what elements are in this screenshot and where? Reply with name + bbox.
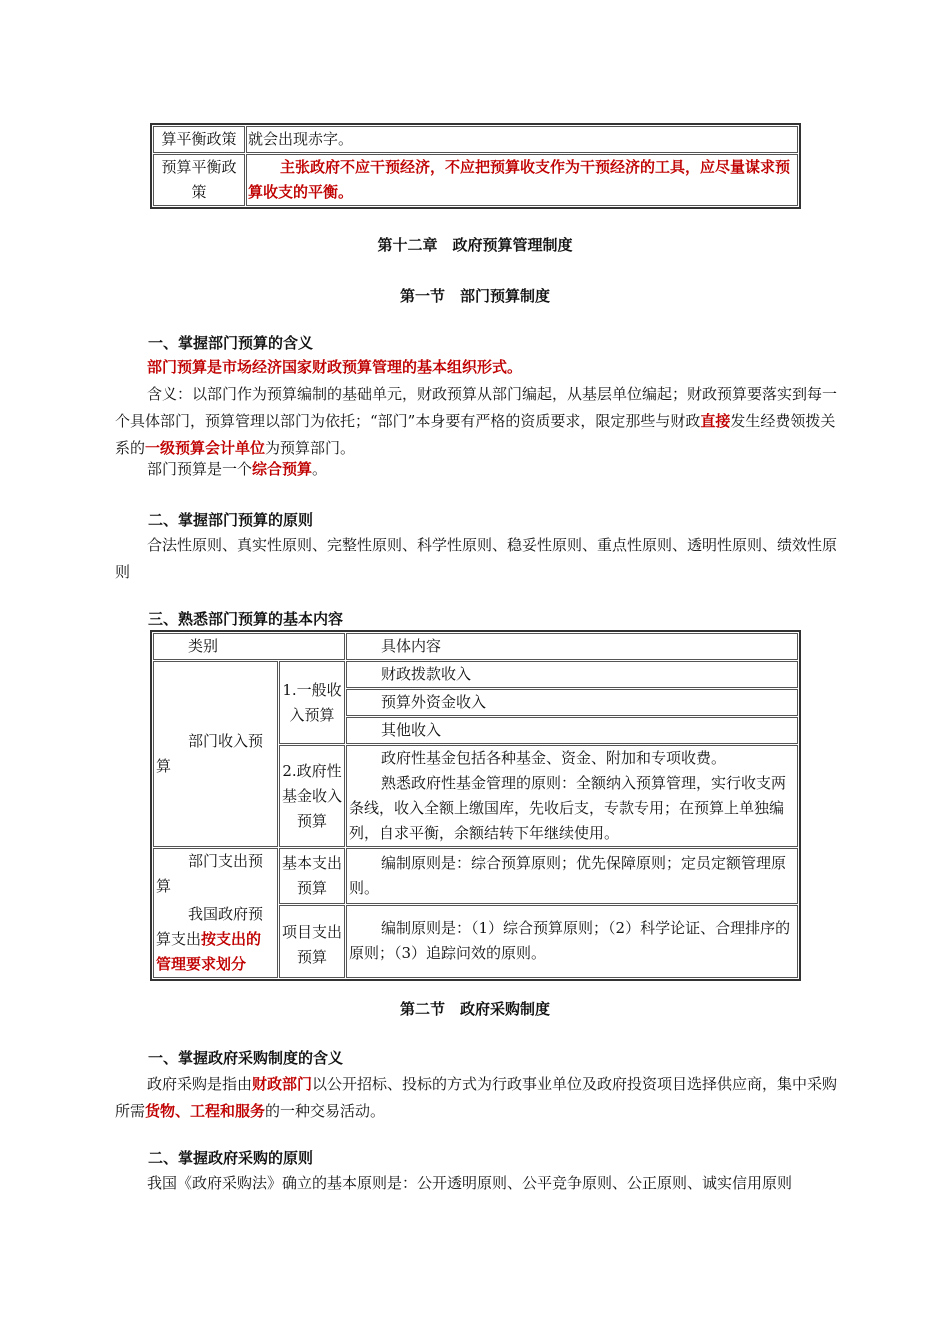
- table-row: [153, 848, 798, 904]
- highlight-text: 货物、工程和服务: [145, 1102, 266, 1120]
- paragraph: [115, 1071, 845, 1125]
- table-cell: 编制原则是：综合预算原则；优先保障原则；定员定额管理原则。: [346, 848, 798, 904]
- expense-label-cell: [153, 848, 278, 978]
- project-expense-label: 项目支出预算: [279, 905, 345, 978]
- text-run: 含义：以部门作为预算编制的基础单元，财政预算从部门编起，从基层单位编起；财政预算要落实到每一个具体部门，预算管理以部门为依托；“部门”本身要有严格的资质要求，限定那些与财政: [115, 385, 838, 430]
- paragraph: [115, 381, 845, 462]
- header-type: 类别: [153, 633, 345, 660]
- text-run: 部门预算是一个: [147, 460, 253, 478]
- expense-note: [156, 902, 275, 977]
- text-run: 的一种交易活动。: [265, 1102, 386, 1120]
- policy-content-cell: 就会出现赤字。: [246, 126, 798, 153]
- section-heading: 二、掌握部门预算的原则: [148, 511, 314, 529]
- section-title: 第二节 政府采购制度: [399, 1000, 550, 1018]
- cell-paragraph: 政府性基金包括各种基金、资金、附加和专项收费。: [381, 749, 727, 767]
- highlight-text: 一级预算会计单位: [145, 439, 266, 457]
- chapter-title: 第十二章 政府预算管理制度: [377, 236, 573, 254]
- highlight-text: 按支出的管理要求划分: [156, 930, 262, 973]
- text-run: 以公开招标、投标的方式为行政事业单位及政府投资项目选择供应商，集中采购所需: [115, 1075, 838, 1120]
- highlight-text: 财政部门: [252, 1075, 313, 1093]
- table-cell: 预算外资金收入: [346, 689, 798, 716]
- highlight-text: 直接: [700, 412, 731, 430]
- policy-table: [150, 123, 801, 209]
- text-run: 发生经费领拨关系的: [115, 412, 836, 457]
- paragraph: [115, 456, 845, 483]
- table-row: [153, 126, 798, 153]
- text-run: 政府采购是指由: [147, 1075, 253, 1093]
- table-row: [153, 154, 798, 206]
- text-run: 。: [312, 460, 328, 478]
- general-income-label: 1.一般收入预算: [279, 661, 345, 744]
- table-row: [153, 661, 798, 688]
- policy-label-cell: 算平衡政策: [153, 126, 245, 153]
- highlight-text: 综合预算: [252, 460, 313, 478]
- section-heading: 三、熟悉部门预算的基本内容: [148, 610, 344, 628]
- paragraph: 合法性原则、真实性原则、完整性原则、科学性原则、稳妥性原则、重点性原则、透明性原则、绩效性原则: [115, 536, 838, 581]
- text-run: 为预算部门。: [265, 439, 356, 457]
- section-heading: 一、掌握政府采购制度的含义: [148, 1049, 344, 1067]
- fund-income-label: 2.政府性基金收入预算: [279, 745, 345, 847]
- section-title: 第一节 部门预算制度: [399, 287, 550, 305]
- section-heading: 二、掌握政府采购的原则: [148, 1149, 314, 1167]
- header-content: 具体内容: [346, 633, 798, 660]
- paragraph: 我国《政府采购法》确立的基本原则是：公开透明原则、公平竞争原则、公正原则、诚实信用原则: [147, 1174, 793, 1192]
- basic-expense-label: 基本支出预算: [279, 848, 345, 904]
- policy-content-cell: 主张政府不应干预经济，不应把预算收支作为干预经济的工具，应尽量谋求预算收支的平衡。: [246, 154, 798, 206]
- table-cell: [346, 745, 798, 847]
- income-label: 部门收入预算: [153, 661, 278, 847]
- table-cell: 编制原则是：（1）综合预算原则；（2）科学论证、合理排序的原则；（3）追踪问效的原则。: [346, 905, 798, 978]
- text-run: 我国政府预算支出: [156, 905, 264, 948]
- table-cell: 其他收入: [346, 717, 798, 744]
- budget-content-table: [150, 630, 801, 981]
- table-header-row: [153, 633, 798, 660]
- highlight-sentence: 部门预算是市场经济国家财政预算管理的基本组织形式。: [147, 358, 523, 376]
- cell-paragraph: 熟悉政府性基金管理的原则：全额纳入预算管理，实行收支两条线，收入全额上缴国库，先收后支，专款专用；在预算上单独编列，自求平衡，余额结转下年继续使用。: [349, 774, 787, 842]
- policy-label-cell: 预算平衡政策: [153, 154, 245, 206]
- expense-label: 部门支出预算: [156, 852, 264, 895]
- section-heading: 一、掌握部门预算的含义: [148, 334, 314, 352]
- table-cell: 财政拨款收入: [346, 661, 798, 688]
